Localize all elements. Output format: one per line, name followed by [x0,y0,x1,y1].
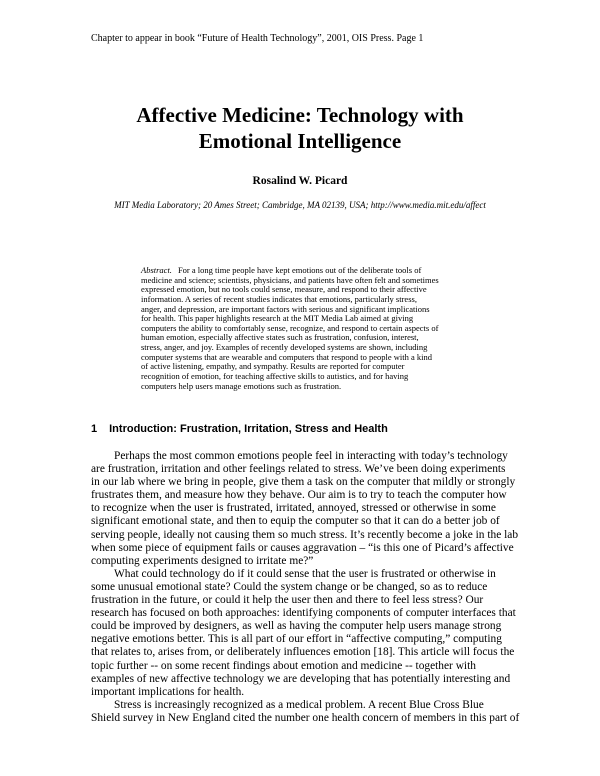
body-text [91,450,519,725]
abstract-label: Abstract. [141,265,172,275]
body-line: some unusual emotional state? Could the system change or be changed, so as to reduce [91,580,488,593]
body-line: Stress is increasingly recognized as a medical problem. A recent Blue Cross Blue [114,698,484,711]
body-line: topic further -- on some recent findings about emotion and medicine -- together with [91,659,476,672]
section-number: 1 [91,423,98,435]
body-line: to recognize when the user is frustrated, irritated, annoyed, stressed or otherwise in some [91,502,496,515]
section-title: Introduction: Frustration, Irritation, Stress and Health [109,423,388,435]
body-line: in our lab where we bring in people, give them a task on the computer that mildly or strongly [91,476,516,489]
title-line: Affective Medicine: Technology with [136,103,464,127]
abstract-line: computer systems that are wearable and computers that respond to people with a kind [141,351,433,362]
body-line: important implications for health. [91,685,245,698]
body-line: Shield survey in New England cited the number one health concern of members in this part of [91,711,520,724]
abstract-line: expressed emotion, but no tools could sense, measure, and respond to their affective [141,284,427,295]
body-line: frustration in the future, or could it help the user then and there to feel less stress? Our [91,594,484,607]
abstract-line: anger, and depression, are important factors with serious and significant implications [141,303,430,314]
body-line: could be improved by designers, as well as having the computer help users manage strong [91,620,502,633]
abstract-line: stress, anger, and joy. Examples of recently developed systems are shown, including [141,342,428,353]
section-heading [91,423,388,435]
body-line: What could technology do if it could sense that the user is frustrated or otherwise in [114,567,496,580]
body-line: when some piece of equipment fails or causes aggravation – “is this one of Picard’s affective [91,541,514,554]
abstract-line: computers help users manage emotions such as frustration. [141,380,342,391]
body-line: significant emotional state, and then to equip the computer so that it can do a better job of [91,515,500,528]
body-line: research has focused on both approaches: identifying components of computer interfaces that [91,607,516,620]
abstract-line: information. A series of recent studies indicates that emotions, particularly stress, [141,293,417,304]
body-line: serving people, ideally not causing them so much stress. It’s recently become a joke in the lab [91,528,519,541]
body-line: that relates to, arises from, or deliberately influences emotion [18]. This article will focus the [91,646,515,659]
body-line: examples of new affective technology we are developing that has potentially interesting and [91,672,511,685]
abstract-line-text: For a long time people have kept emotions out of the deliberate tools of [177,265,422,275]
abstract [141,266,439,391]
abstract-line: medicine and science; scientists, physicians, and patients have often felt and sometimes [141,274,439,285]
body-line: are frustration, irritation and other feelings related to stress. We’ve been doing experiments [91,463,506,476]
abstract-line: human emotion, especially affective states such as frustration, confusion, interest, [141,332,419,343]
body-line: Perhaps the most common emotions people feel in interacting with today’s technology [114,450,508,462]
abstract-line: for health. This paper highlights research at the MIT Media Lab aimed at giving [141,313,414,324]
body-line: computing experiments designed to irritate me?” [91,554,314,567]
author-name: Rosalind W. Picard [252,175,348,187]
body-line: negative emotions better. This is all part of our effort in “affective computing,” computing [91,633,502,646]
title-line: Emotional Intelligence [198,129,402,153]
abstract-line: computers the ability to comfortably sense, recognize, and respond to certain aspects of [141,322,439,333]
abstract-line: recognition of emotion, for teaching affective skills to autistics, and for having [141,371,409,382]
author-affiliation: MIT Media Laboratory; 20 Ames Street; Cambridge, MA 02139, USA; http://www.media.mit.edu/affect [114,200,486,210]
paper-title [0,102,600,154]
page-header: Chapter to appear in book “Future of Health Technology”, 2001, OIS Press. Page 1 [91,33,424,44]
body-line: frustrates them, and measure how they behave. Our aim is to try to teach the computer how [91,489,507,502]
abstract-line: of active listening, empathy, and sympathy. Results are reported for computer [141,361,405,372]
